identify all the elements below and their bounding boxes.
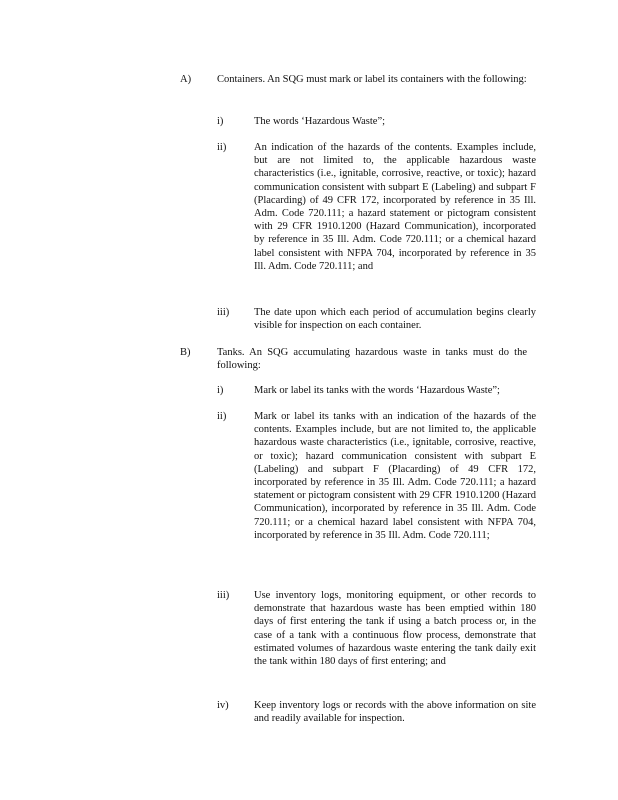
section-b-item-1-text: Mark or label its tanks with the words ‘Hazardous Waste”; — [254, 385, 500, 396]
section-b-item-2-label: ii) — [217, 411, 227, 422]
section-a-item-3-label: iii) — [217, 307, 230, 318]
section-b-item-3-label: iii) — [217, 590, 230, 601]
section-a-item-1-label: i) — [217, 116, 224, 127]
section-a-item-2-text: An indication of the hazards of the contents. Examples include, but are not limited to, the applicable hazardous waste characteristics (i.e., ignitable, corrosive, reactive, or toxic); hazard communication consistent with subpart E (Labeling) and subpart F (Placarding) of 49 CFR 172, incorporated by reference in 35 Ill. Adm. Code 720.111; a hazard statement or pictogram consistent with 29 CFR 1910.1200 (Hazard Communication), incorporated by reference in 35 Ill. Adm. Code 720.111; or a chemical hazard label consistent with NFPA 704, incorporated by reference in 35 Ill. Adm. Code 720.111; and — [254, 142, 536, 272]
section-b-item-2-text: Mark or label its tanks with an indication of the hazards of the contents. Examples include, but are not limited to, the applicable hazardous waste characteristics (i.e., ignitable, corrosive, reactive, or toxic); hazard communication consistent with subpart E (Labeling) and subpart F (Placarding) of 49 CFR 172, incorporated by reference in 35 Ill. Adm. Code 720.111; a hazard statement or pictogram consistent with 29 CFR 1910.1200 (Hazard Communication), incorporated by reference in 35 Ill. Adm. Code 720.111; or a chemical hazard label consistent with NFPA 704, incorporated by reference in 35 Ill. Adm. Code 720.111; — [254, 411, 536, 541]
section-a-item-1-text: The words ‘Hazardous Waste”; — [254, 116, 386, 127]
section-b-item-4-label: iv) — [217, 700, 229, 711]
section-a-item-2-label: ii) — [217, 142, 227, 153]
section-a-label: A) — [180, 74, 192, 85]
section-b-item-1-label: i) — [217, 385, 224, 396]
section-b-label: B) — [180, 347, 191, 358]
section-b-item-3-text: Use inventory logs, monitoring equipment, or other records to demonstrate that hazardous waste has been emptied within 180 days of first entering the tank if using a batch process or, in the case of a tank with a continuous flow process, demonstrate that estimated volumes of hazardous waste entering the tank daily exit the tank within 180 days of first entering; and — [254, 590, 536, 668]
section-b-item-4-text: Keep inventory logs or records with the above information on site and readily available for inspection. — [254, 700, 536, 725]
section-a-item-3-text: The date upon which each period of accumulation begins clearly visible for inspection on each container. — [254, 307, 536, 332]
section-a-text: Containers. An SQG must mark or label its containers with the following: — [217, 74, 527, 85]
section-b-text: Tanks. An SQG accumulating hazardous waste in tanks must do the following: — [217, 347, 527, 372]
